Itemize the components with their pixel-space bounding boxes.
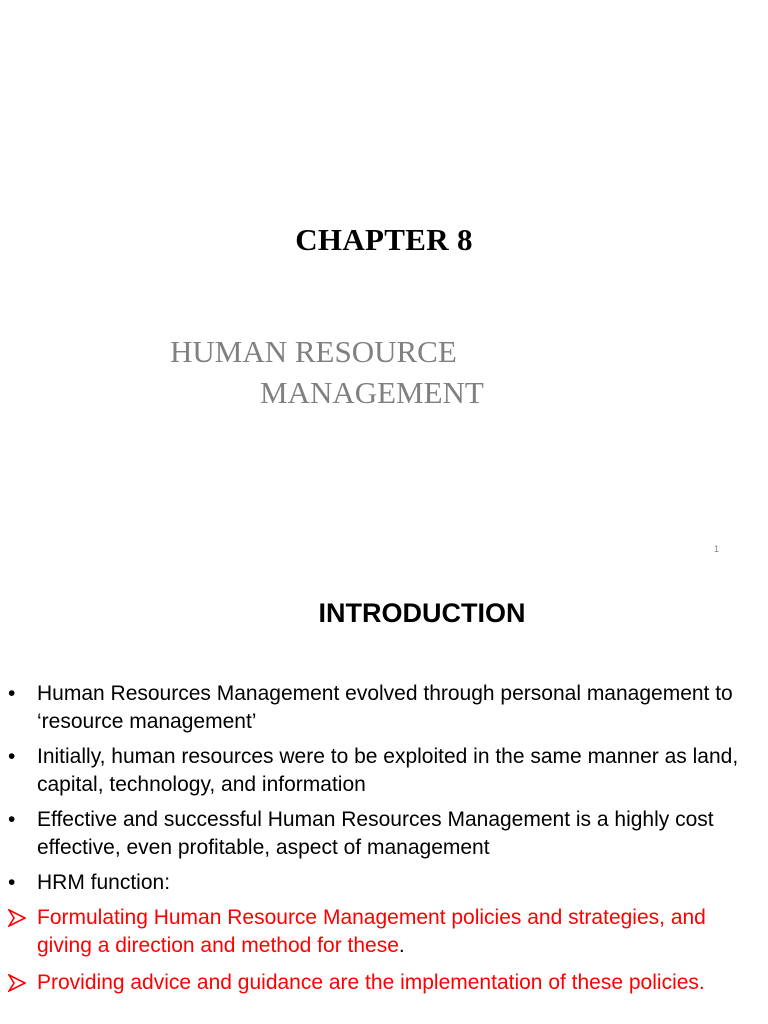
list-item bbox=[0, 806, 768, 862]
sub-list-item bbox=[0, 969, 768, 997]
list-item bbox=[0, 743, 768, 799]
page-number: 1 bbox=[714, 544, 720, 554]
bullet-icon: • bbox=[8, 871, 16, 894]
sub-bullet-suffix: . bbox=[398, 934, 405, 957]
subtitle-line-1: HUMAN RESOURCE bbox=[170, 334, 457, 369]
sub-bullet-text: Providing advice and guidance are the implementation of these policies. bbox=[37, 971, 705, 994]
bullet-text: Human Resources Management evolved through personal management to ‘resource management’ bbox=[37, 682, 733, 733]
list-item bbox=[0, 869, 768, 897]
bullet-text: Initially, human resources were to be exploited in the same manner as land, capital, technology, and information bbox=[37, 745, 739, 796]
introduction-title: INTRODUCTION bbox=[318, 598, 526, 628]
slide-introduction bbox=[0, 576, 768, 1024]
chapter-title: CHAPTER 8 bbox=[295, 222, 473, 257]
bullet-text: HRM function: bbox=[37, 871, 171, 894]
list-item bbox=[0, 680, 768, 736]
bullet-list bbox=[0, 680, 768, 1006]
arrow-right-icon bbox=[8, 974, 26, 992]
bullet-icon: • bbox=[8, 808, 16, 831]
sub-list-item bbox=[0, 904, 768, 960]
bullet-icon: • bbox=[8, 682, 16, 705]
bullet-text: Effective and successful Human Resources Management is a highly cost effective, even profitable, aspect of management bbox=[37, 808, 714, 859]
arrow-right-icon bbox=[8, 909, 26, 927]
bullet-icon: • bbox=[8, 745, 16, 768]
sub-bullet-text: Formulating Human Resource Management policies and strategies, and giving a direction and method for these bbox=[37, 906, 706, 957]
subtitle-line-2: MANAGEMENT bbox=[260, 375, 484, 410]
